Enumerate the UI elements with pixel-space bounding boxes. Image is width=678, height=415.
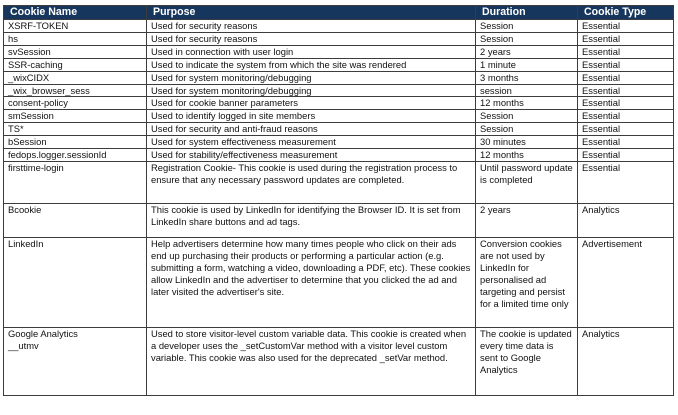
cell-cookie-name: Bcookie <box>4 203 147 237</box>
cell-cookie-type: Essential <box>578 123 674 136</box>
cell-purpose: Used for system monitoring/debugging <box>147 71 476 84</box>
cell-cookie-name: SSR-caching <box>4 58 147 71</box>
cell-purpose: Registration Cookie- This cookie is used during the registration process to ensure that any necessary password updates are completed. <box>147 161 476 203</box>
cell-cookie-type: Analytics <box>578 327 674 395</box>
cell-duration: session <box>476 84 578 97</box>
cell-cookie-type: Essential <box>578 110 674 123</box>
header-cookie-name: Cookie Name <box>4 6 147 20</box>
header-purpose: Purpose <box>147 6 476 20</box>
cell-purpose: Used in connection with user login <box>147 45 476 58</box>
cell-cookie-type: Essential <box>578 161 674 203</box>
cell-cookie-name: LinkedIn <box>4 237 147 327</box>
cell-cookie-name: fedops.logger.sessionId <box>4 149 147 162</box>
cookie-table <box>3 5 674 396</box>
cell-duration: 1 minute <box>476 58 578 71</box>
cell-purpose: Used for security reasons <box>147 32 476 45</box>
table-row <box>4 161 674 203</box>
cell-cookie-type: Essential <box>578 97 674 110</box>
table-row <box>4 237 674 327</box>
cell-purpose: Used for stability/effectiveness measurement <box>147 149 476 162</box>
cell-cookie-type: Essential <box>578 84 674 97</box>
cell-purpose: This cookie is used by LinkedIn for identifying the Browser ID. It is set from LinkedIn share buttons and ad tags. <box>147 203 476 237</box>
cell-duration: The cookie is updated every time data is sent to Google Analytics <box>476 327 578 395</box>
table-row <box>4 327 674 395</box>
cell-duration: 2 years <box>476 203 578 237</box>
cell-duration: Session <box>476 123 578 136</box>
table-row <box>4 32 674 45</box>
cell-cookie-name: Google Analytics __utmv <box>4 327 147 395</box>
cell-cookie-type: Analytics <box>578 203 674 237</box>
cell-cookie-name: TS* <box>4 123 147 136</box>
cell-purpose: Used to identify logged in site members <box>147 110 476 123</box>
table-row <box>4 20 674 33</box>
cell-cookie-name: _wixCIDX <box>4 71 147 84</box>
cell-cookie-name: XSRF-TOKEN <box>4 20 147 33</box>
table-row <box>4 71 674 84</box>
table-row <box>4 97 674 110</box>
cell-duration: Session <box>476 110 578 123</box>
table-row <box>4 203 674 237</box>
cell-duration: 12 months <box>476 97 578 110</box>
table-header-row <box>4 6 674 20</box>
cell-duration: 12 months <box>476 149 578 162</box>
cell-cookie-name: hs <box>4 32 147 45</box>
cell-cookie-type: Essential <box>578 149 674 162</box>
cell-cookie-name: svSession <box>4 45 147 58</box>
cell-cookie-name: consent-policy <box>4 97 147 110</box>
cell-purpose: Help advertisers determine how many times people who click on their ads end up purchasing their products or performing a particular action (e.g. submitting a form, watching a video, downloading a PDF, etc). These cookies allow LinkedIn and the advertiser to determine that you clicked the ad and later visited the advertiser's site. <box>147 237 476 327</box>
cell-cookie-type: Advertisement <box>578 237 674 327</box>
cell-cookie-name: _wix_browser_sess <box>4 84 147 97</box>
cell-duration: Session <box>476 32 578 45</box>
cell-duration: Session <box>476 20 578 33</box>
table-row <box>4 149 674 162</box>
cell-cookie-name: bSession <box>4 136 147 149</box>
table-row <box>4 58 674 71</box>
cell-cookie-type: Essential <box>578 58 674 71</box>
table-row <box>4 45 674 58</box>
cell-duration: 2 years <box>476 45 578 58</box>
cell-duration: 3 months <box>476 71 578 84</box>
cell-cookie-type: Essential <box>578 136 674 149</box>
table-row <box>4 110 674 123</box>
table-row <box>4 123 674 136</box>
cookie-table-container <box>3 5 673 396</box>
cell-duration: 30 minutes <box>476 136 578 149</box>
cell-cookie-type: Essential <box>578 32 674 45</box>
cell-purpose: Used to store visitor-level custom variable data. This cookie is created when a developer uses the _setCustomVar method with a visitor level custom variable. This cookie was also used for the deprecated _setVar method. <box>147 327 476 395</box>
table-body <box>4 20 674 396</box>
cell-cookie-type: Essential <box>578 71 674 84</box>
cell-cookie-type: Essential <box>578 45 674 58</box>
cell-cookie-name: firsttime-login <box>4 161 147 203</box>
table-row <box>4 136 674 149</box>
cell-duration: Conversion cookies are not used by LinkedIn for personalised ad targeting and persist for a limited time only <box>476 237 578 327</box>
header-duration: Duration <box>476 6 578 20</box>
table-row <box>4 84 674 97</box>
cell-cookie-name: smSession <box>4 110 147 123</box>
cell-duration: Until password update is completed <box>476 161 578 203</box>
cell-cookie-type: Essential <box>578 20 674 33</box>
cell-purpose: Used for system effectiveness measurement <box>147 136 476 149</box>
cell-purpose: Used for security and anti-fraud reasons <box>147 123 476 136</box>
cell-purpose: Used for security reasons <box>147 20 476 33</box>
cell-purpose: Used for cookie banner parameters <box>147 97 476 110</box>
header-cookie-type: Cookie Type <box>578 6 674 20</box>
cell-purpose: Used for system monitoring/debugging <box>147 84 476 97</box>
cell-purpose: Used to indicate the system from which the site was rendered <box>147 58 476 71</box>
